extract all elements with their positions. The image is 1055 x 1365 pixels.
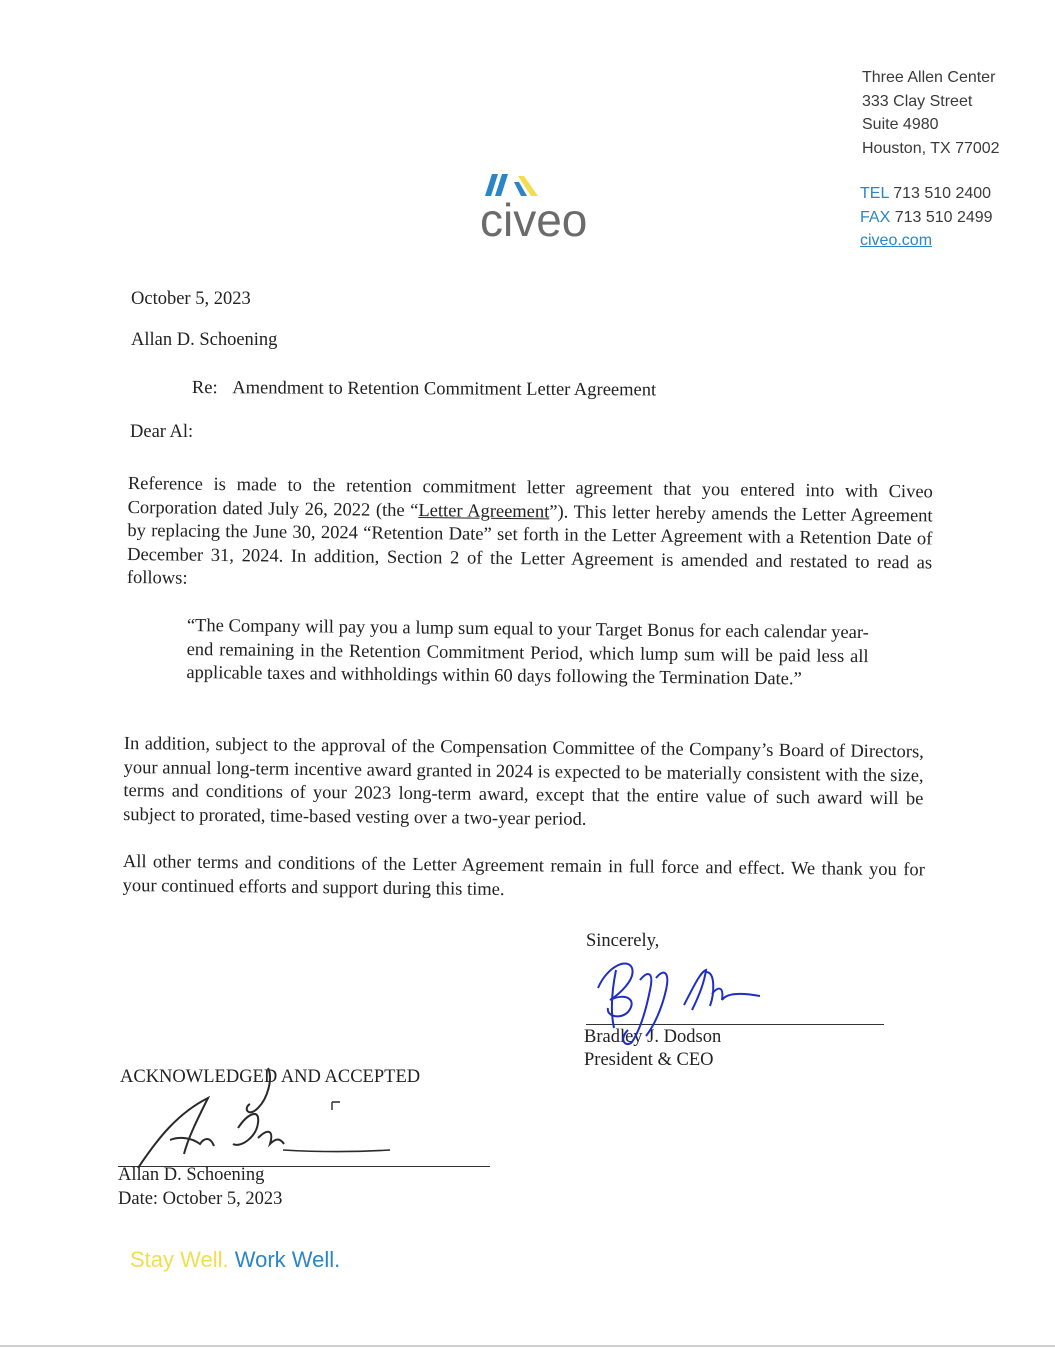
tel-label: TEL (860, 185, 889, 202)
civeo-logo-mark-icon (478, 170, 618, 242)
closing-salutation: Sincerely, (586, 931, 660, 951)
website-link[interactable]: civeo.com (860, 232, 933, 249)
tel-number: 713 510 2400 (893, 185, 992, 202)
civeo-logo (478, 170, 618, 242)
signer-name: Bradley J. Dodson (584, 1027, 722, 1047)
address-line-3: Suite 4980 (862, 116, 939, 133)
ceo-signature-image (588, 950, 778, 1050)
re-label: Re: (191, 378, 218, 399)
signer-title: President & CEO (584, 1050, 714, 1070)
address-line-1: Three Allen Center (862, 69, 996, 86)
acknowledged-heading: ACKNOWLEDGED AND ACCEPTED (120, 1067, 421, 1087)
acknowledger-name: Allan D. Schoening (118, 1165, 265, 1185)
letterhead-address (862, 66, 1000, 160)
fax-label: FAX (860, 208, 891, 226)
website-link-wrap (860, 229, 993, 253)
fax-number: 713 510 2499 (894, 208, 993, 226)
tagline-work-well: Work Well. (234, 1247, 341, 1272)
paragraph-incentive-award: In addition, subject to the approval of the Compensation Committee of the Company’s Board of Directors, your annual long-term incentive award granted in 2024 is expected to be materially consistent with the size, terms and conditions of your 2023 long-term award, except that the entire value of such award will be subject to prorated, time-based vesting over a two-year period. (123, 733, 924, 830)
paragraph-reference-text-a: Reference is made to the retention commitment letter agreement that you entered into with Civeo Corporation dated July 26, 2022 (the “ (127, 473, 933, 521)
phone-line (860, 182, 993, 206)
letterhead-contact (860, 182, 993, 253)
fax-line (860, 206, 993, 230)
paragraph-reference (127, 473, 933, 599)
tagline-stay-well: Stay Well. (130, 1247, 229, 1272)
re-subject: Amendment to Retention Commitment Letter Agreement (232, 378, 657, 401)
paragraph-closing: All other terms and conditions of the Letter Agreement remain in full force and effect. We thank you for your continued efforts and support during this time. (122, 851, 925, 900)
quoted-section-2: “The Company will pay you a lump sum equal to your Target Bonus for each calendar year-end remaining in the Retention Commitment Period, which lump sum will be paid less all applicable taxes and withholdings within 60 days following the Termination Date.” (186, 615, 869, 690)
defined-term-letter-agreement: Letter Agreement (418, 500, 550, 522)
recipient-name: Allan D. Schoening (131, 330, 278, 350)
salutation: Dear Al: (130, 422, 194, 442)
recipient-signature-image (118, 1058, 398, 1178)
footer-tagline (130, 1247, 340, 1273)
letter-date: October 5, 2023 (131, 289, 251, 309)
paragraph-reference-text-b: ”). This letter hereby amends the Letter Agreement by replacing the June 30, 2024 “Retention Date” set forth in the Letter Agreement with a Retention Date of December 31, 2024. In addition, Section 2 of the Letter Agreement is amended and restated to read as follows: (126, 501, 933, 589)
subject-line (192, 377, 656, 403)
address-line-2: 333 Clay Street (862, 92, 973, 110)
page-bottom-rule (0, 1345, 1055, 1347)
address-line-4: Houston, TX 77002 (862, 139, 1000, 157)
logo-wordmark: civeo (480, 194, 588, 242)
acknowledgement-date: Date: October 5, 2023 (118, 1189, 283, 1209)
